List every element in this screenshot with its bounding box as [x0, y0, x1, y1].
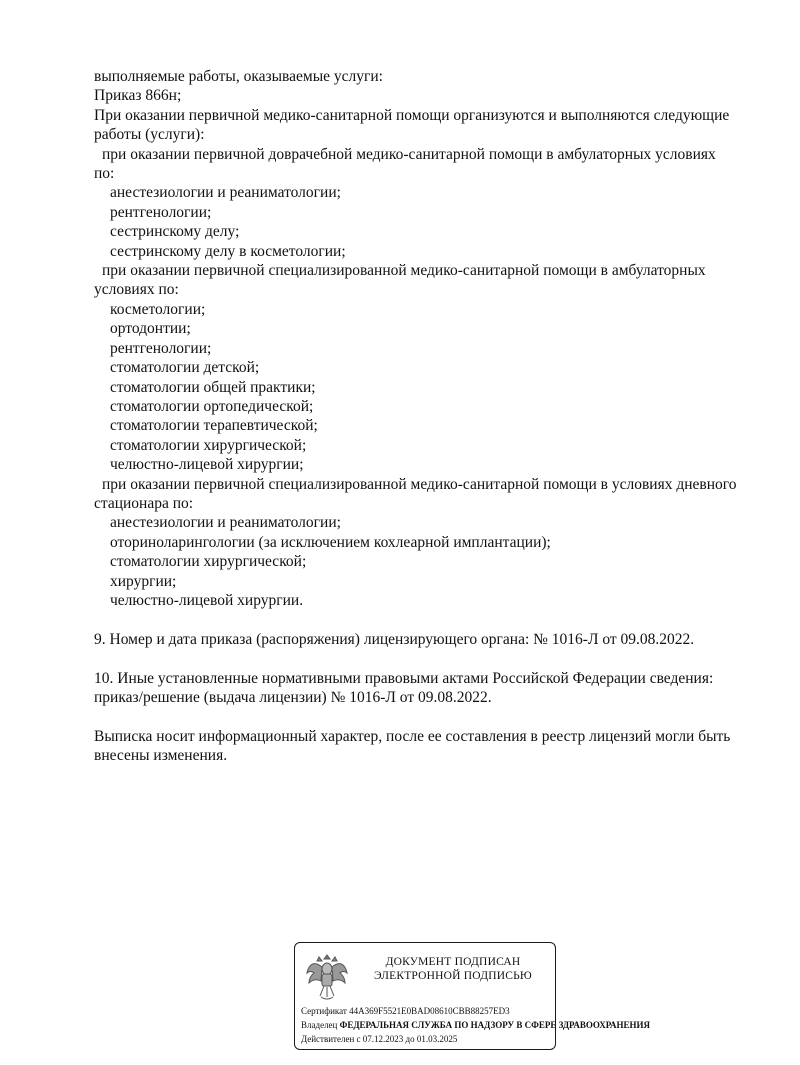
- list-item: анестезиологии и реаниматологии;: [110, 184, 341, 202]
- stamp-title: [355, 955, 551, 983]
- list-item: анестезиологии и реаниматологии;: [110, 514, 341, 532]
- stamp-info: [301, 1004, 650, 1046]
- list-item: сестринскому делу в косметологии;: [110, 242, 346, 260]
- disclaimer-line: внесены изменения.: [94, 747, 228, 765]
- other-info-line: приказ/решение (выдача лицензии) № 1016-Л от 09.08.2022.: [94, 688, 492, 706]
- coat-of-arms-icon: [303, 949, 351, 1005]
- list-item: челюстно-лицевой хирургии;: [110, 456, 304, 474]
- disclaimer-line: Выписка носит информационный характер, после ее составления в реестр лицензий могли быть: [94, 727, 731, 745]
- list-item: стоматологии общей практики;: [110, 378, 316, 396]
- list-item: хирургии;: [110, 572, 177, 590]
- spacer: [94, 649, 764, 668]
- certificate-row: [301, 1004, 650, 1018]
- spacer: [94, 610, 764, 629]
- stamp-title-line: ДОКУМЕНТ ПОДПИСАН: [385, 956, 521, 968]
- document-body: [94, 67, 764, 766]
- license-order-line: 9. Номер и дата приказа (распоряжения) лицензирующего органа: № 1016-Л от 09.08.2022.: [94, 630, 695, 648]
- list-item: стоматологии ортопедической;: [110, 397, 314, 415]
- list-item: стоматологии хирургической;: [110, 436, 307, 454]
- text-line: При оказании первичной медико-санитарной помощи организуются и выполняются следующие: [94, 106, 730, 124]
- list-item: стоматологии детской;: [110, 359, 260, 377]
- text-line: выполняемые работы, оказываемые услуги:: [94, 68, 383, 85]
- section-heading: при оказании первичной доврачебной медико-санитарной помощи в амбулаторных условиях: [102, 145, 716, 163]
- list-item: стоматологии терапевтической;: [110, 417, 318, 435]
- list-item: оториноларингологии (за исключением кохлеарной имплантации);: [110, 533, 551, 551]
- list-item: рентгенологии;: [110, 339, 212, 357]
- owner-row: [301, 1018, 650, 1032]
- validity-row: Действителен с 07.12.2023 до 01.03.2025: [301, 1034, 458, 1044]
- text-line: Приказ 866н;: [94, 87, 182, 105]
- section-heading: при оказании первичной специализированной медико-санитарной помощи в условиях дневного: [102, 475, 737, 493]
- electronic-signature-stamp: [294, 942, 651, 1050]
- stamp-title-line: ЭЛЕКТРОННОЙ ПОДПИСЬЮ: [374, 970, 532, 982]
- text-line: работы (услуги):: [94, 126, 205, 144]
- certificate-label: Сертификат: [301, 1006, 347, 1016]
- list-item: косметологии;: [110, 300, 206, 318]
- list-item: челюстно-лицевой хирургии.: [110, 591, 304, 609]
- list-item: стоматологии хирургической;: [110, 553, 307, 571]
- section-heading-cont: условиях по:: [94, 281, 179, 299]
- section-heading: при оказании первичной специализированной медико-санитарной помощи в амбулаторных: [102, 262, 706, 280]
- owner-value: ФЕДЕРАЛЬНАЯ СЛУЖБА ПО НАДЗОРУ В СФЕРЕ ЗДРАВООХРАНЕНИЯ: [339, 1020, 651, 1030]
- owner-label: Владелец: [301, 1020, 338, 1030]
- list-item: ортодонтии;: [110, 320, 191, 338]
- certificate-value: 44A369F5521E0BAD08610CBB88257ED3: [349, 1006, 510, 1016]
- section-heading-cont: по:: [94, 165, 115, 183]
- list-item: рентгенологии;: [110, 203, 212, 221]
- section-heading-cont: стационара по:: [94, 494, 194, 512]
- other-info-line: 10. Иные установленные нормативными правовыми актами Российской Федерации сведения:: [94, 669, 714, 687]
- spacer: [94, 707, 764, 726]
- list-item: сестринскому делу;: [110, 223, 240, 241]
